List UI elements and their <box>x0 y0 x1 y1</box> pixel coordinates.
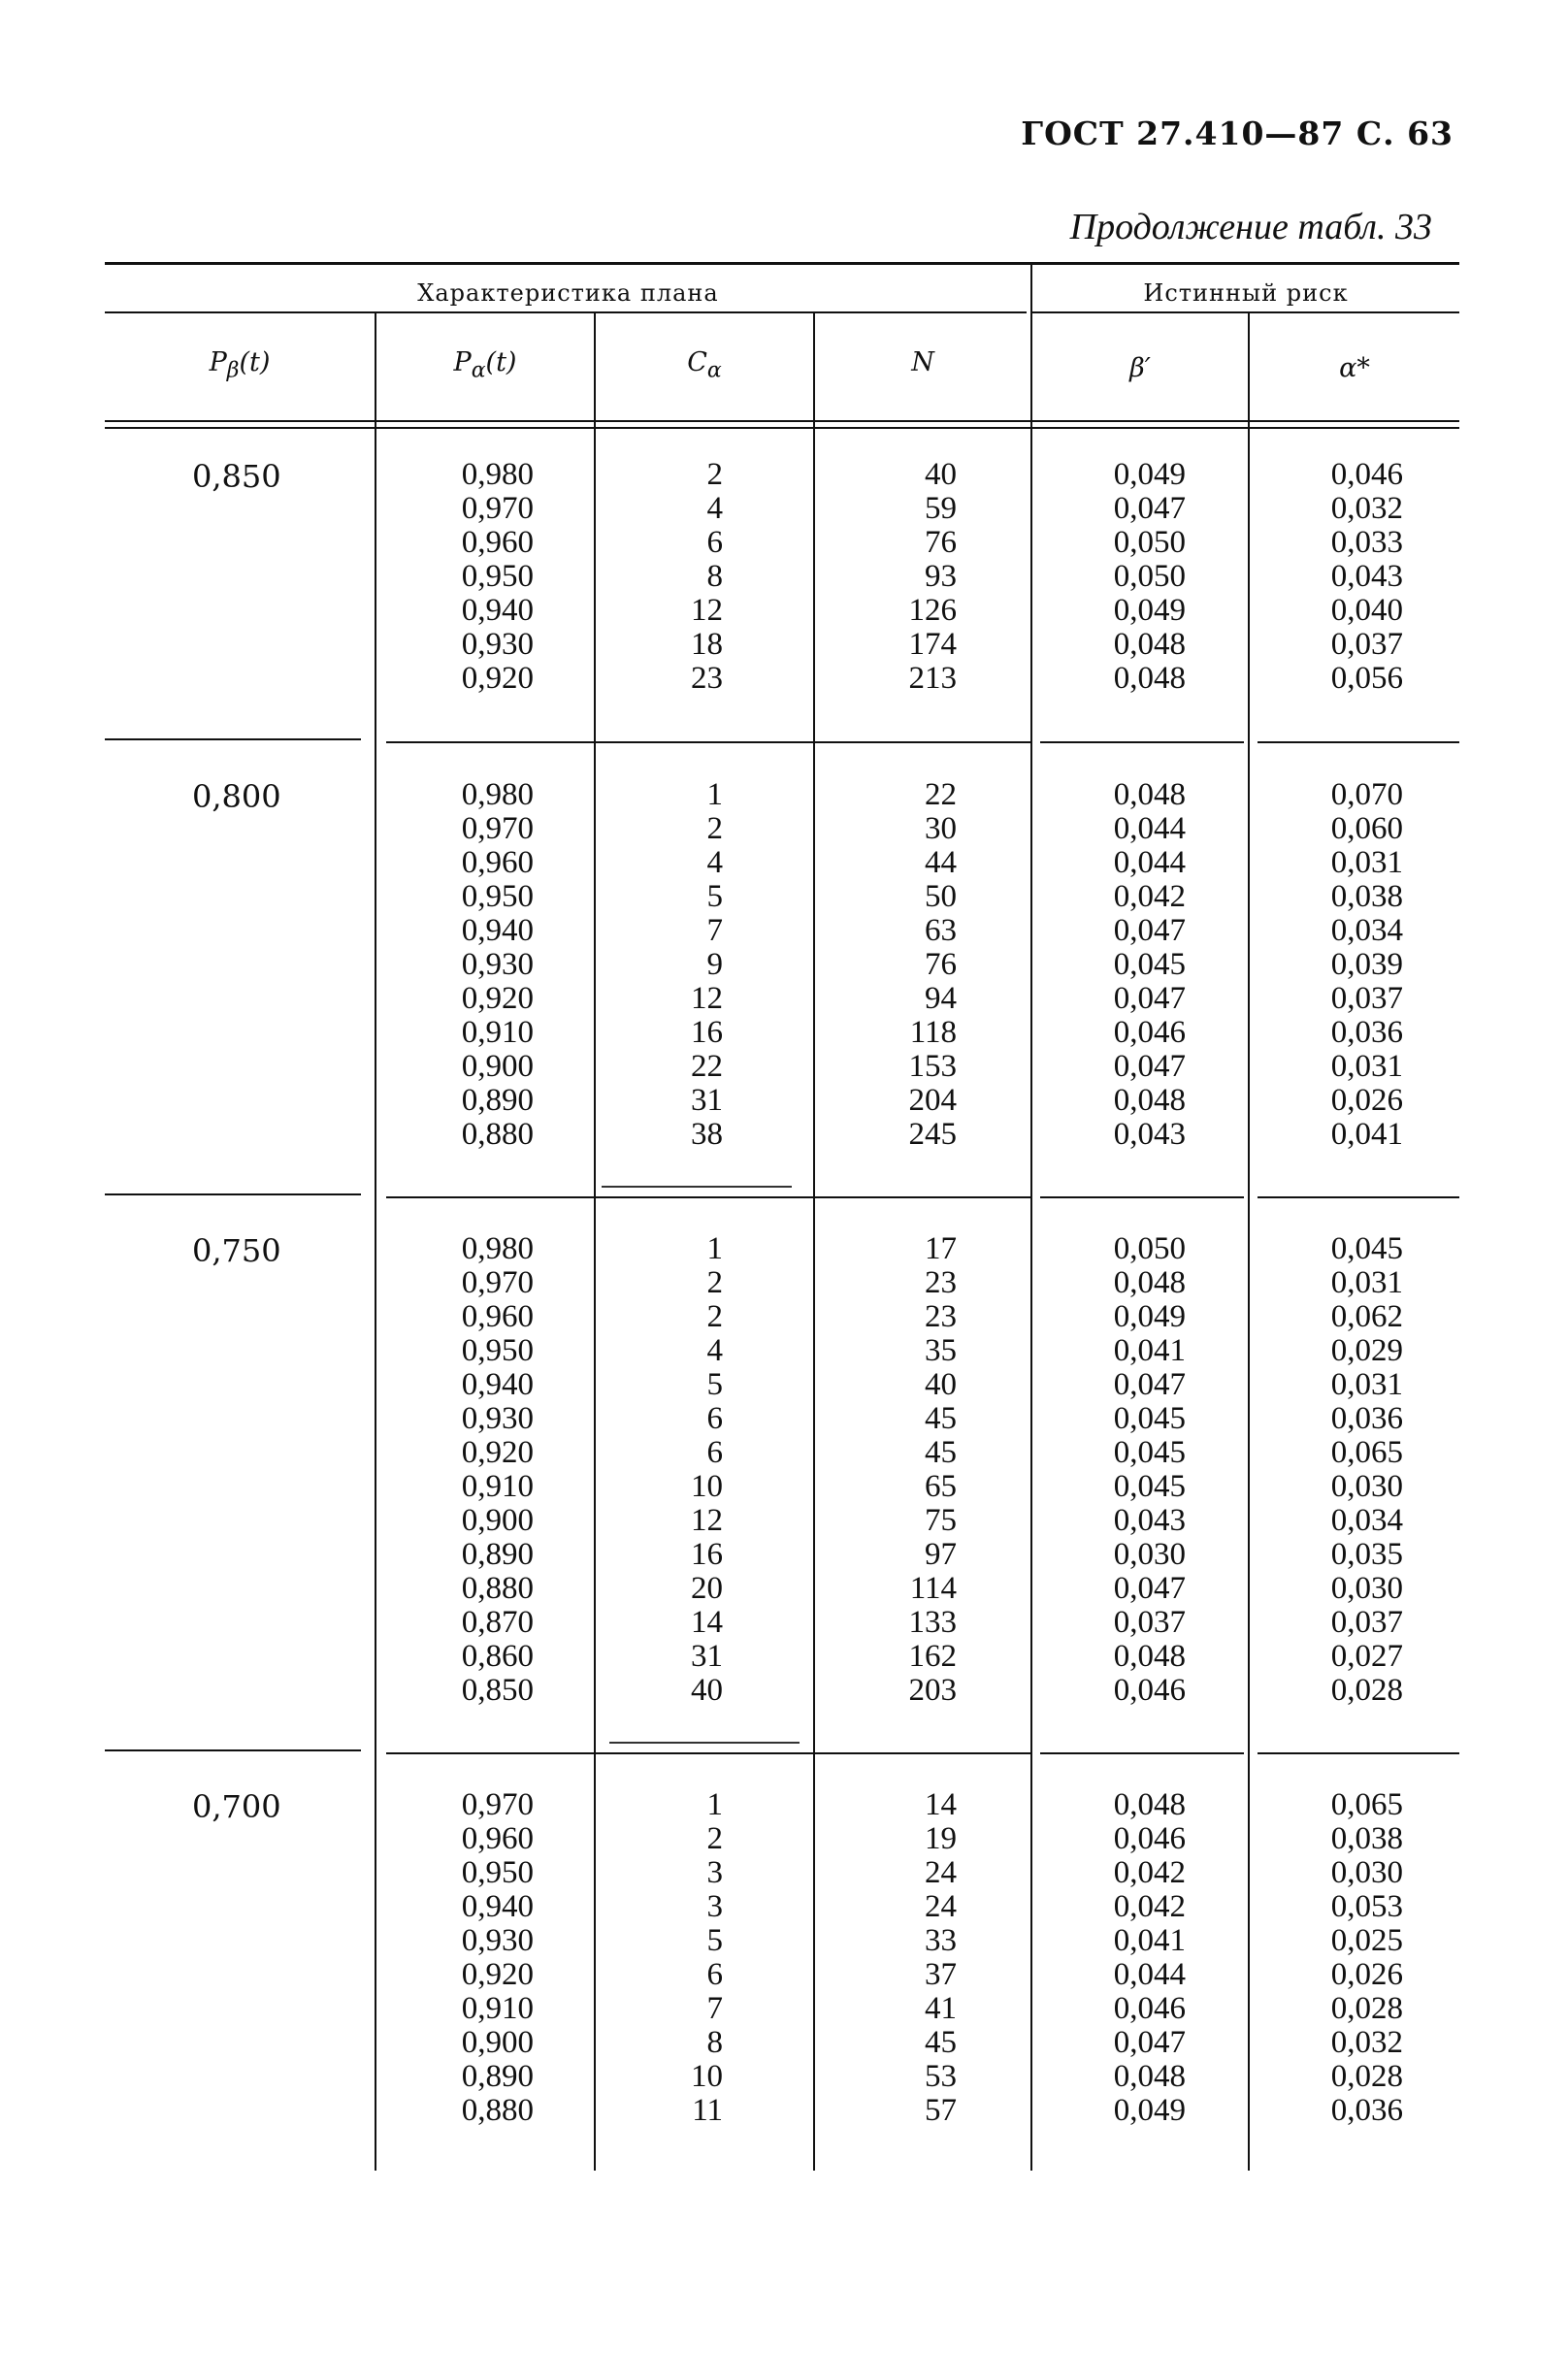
group-header-plan: Характеристика плана <box>417 279 719 307</box>
c-alpha-cell: 8 <box>706 559 723 594</box>
alpha-star-cell: 0,034 <box>1330 1503 1403 1538</box>
p-alpha-cell: 0,930 <box>461 1401 534 1436</box>
alpha-star-cell: 0,032 <box>1330 491 1403 526</box>
col-divider-2 <box>594 312 596 2171</box>
p-alpha-column <box>462 458 534 696</box>
group-separator-2b <box>386 1196 1030 1198</box>
p-alpha-cell: 0,910 <box>461 1991 534 2026</box>
n-cell: 14 <box>925 1787 957 1822</box>
p-alpha-column <box>462 778 534 1152</box>
c-alpha-cell: 10 <box>691 1469 723 1504</box>
alpha-star-cell: 0,037 <box>1330 1605 1403 1640</box>
group-separator-1 <box>105 738 361 740</box>
alpha-star-cell: 0,065 <box>1330 1787 1403 1822</box>
c-alpha-cell: 12 <box>691 593 723 628</box>
beta-prime-cell: 0,049 <box>1113 457 1186 492</box>
c-alpha-cell: 3 <box>706 1889 723 1924</box>
p-alpha-cell: 0,930 <box>461 1923 534 1958</box>
p-alpha-cell: 0,880 <box>461 1571 534 1606</box>
n-cell: 44 <box>925 845 957 880</box>
c-alpha-cell: 1 <box>706 1231 723 1266</box>
beta-prime-cell: 0,049 <box>1113 593 1186 628</box>
alpha-star-cell: 0,041 <box>1330 1117 1403 1152</box>
alpha-star-cell: 0,036 <box>1330 1015 1403 1050</box>
col-divider-5 <box>1248 312 1250 2171</box>
beta-prime-cell: 0,046 <box>1113 1015 1186 1050</box>
n-cell: 22 <box>925 777 957 812</box>
alpha-star-cell: 0,056 <box>1330 661 1403 696</box>
n-column <box>909 458 958 696</box>
table-continuation-caption: Продолжение табл. 33 <box>1069 207 1432 247</box>
beta-prime-cell: 0,049 <box>1113 2093 1186 2128</box>
c-alpha-cell: 6 <box>706 525 723 560</box>
p-alpha-cell: 0,920 <box>461 661 534 696</box>
p-alpha-cell: 0,970 <box>461 1787 534 1822</box>
beta-prime-cell: 0,048 <box>1113 1265 1186 1300</box>
p-alpha-cell: 0,920 <box>461 1435 534 1470</box>
c-alpha-cell: 12 <box>691 1503 723 1538</box>
n-cell: 63 <box>925 913 957 948</box>
alpha-star-cell: 0,036 <box>1330 2093 1403 2128</box>
p-alpha-cell: 0,940 <box>461 913 534 948</box>
risk-subheader-rule <box>1032 311 1459 313</box>
p-alpha-cell: 0,890 <box>461 1083 534 1118</box>
beta-prime-column <box>1114 778 1186 1152</box>
alpha-star-cell: 0,043 <box>1330 559 1403 594</box>
p-alpha-cell: 0,950 <box>461 559 534 594</box>
n-cell: 133 <box>908 1605 957 1640</box>
alpha-star-cell: 0,031 <box>1330 1265 1403 1300</box>
c-alpha-cell: 2 <box>706 811 723 846</box>
alpha-star-cell: 0,036 <box>1330 1401 1403 1436</box>
alpha-star-cell: 0,045 <box>1330 1231 1403 1266</box>
c-alpha-cell: 11 <box>692 2093 723 2128</box>
c-alpha-cell: 4 <box>706 491 723 526</box>
beta-prime-cell: 0,047 <box>1113 2025 1186 2060</box>
group-separator-2d <box>1258 1196 1459 1198</box>
p-alpha-cell: 0,860 <box>461 1639 534 1674</box>
p-alpha-cell: 0,970 <box>461 811 534 846</box>
alpha-star-cell: 0,028 <box>1330 1673 1403 1708</box>
header-bottom-rule-2 <box>105 427 1459 429</box>
c-alpha-cell: 9 <box>706 947 723 982</box>
col-header-c-alpha: $C_\alpha$ <box>687 347 722 383</box>
beta-prime-cell: 0,047 <box>1113 981 1186 1016</box>
col-header-p-alpha: $P_\alpha(t)$ <box>453 347 517 383</box>
alpha-star-cell: 0,038 <box>1330 1821 1403 1856</box>
alpha-star-column <box>1331 1788 1403 2128</box>
n-column <box>909 1232 958 1708</box>
p-alpha-cell: 0,910 <box>461 1469 534 1504</box>
p-beta-group-label: 0,800 <box>192 778 281 815</box>
n-cell: 30 <box>925 811 957 846</box>
alpha-star-cell: 0,030 <box>1330 1469 1403 1504</box>
c-alpha-cell: 16 <box>691 1537 723 1572</box>
alpha-star-column <box>1331 458 1403 696</box>
c-alpha-cell: 7 <box>706 913 723 948</box>
alpha-star-cell: 0,028 <box>1330 1991 1403 2026</box>
p-alpha-cell: 0,940 <box>461 1889 534 1924</box>
p-alpha-cell: 0,930 <box>461 947 534 982</box>
p-alpha-cell: 0,890 <box>461 2059 534 2094</box>
alpha-star-cell: 0,031 <box>1330 1367 1403 1402</box>
n-cell: 153 <box>908 1049 957 1084</box>
n-cell: 76 <box>925 947 957 982</box>
c-alpha-cell: 22 <box>691 1049 723 1084</box>
group-separator-2c <box>1040 1196 1244 1198</box>
p-alpha-cell: 0,980 <box>461 777 534 812</box>
beta-prime-cell: 0,042 <box>1113 879 1186 914</box>
p-alpha-cell: 0,870 <box>461 1605 534 1640</box>
n-cell: 23 <box>925 1265 957 1300</box>
alpha-star-cell: 0,029 <box>1330 1333 1403 1368</box>
beta-prime-cell: 0,046 <box>1113 1821 1186 1856</box>
beta-prime-column <box>1114 1788 1186 2128</box>
beta-prime-cell: 0,044 <box>1113 845 1186 880</box>
c-alpha-cell: 16 <box>691 1015 723 1050</box>
alpha-star-column <box>1331 778 1403 1152</box>
n-cell: 162 <box>908 1639 957 1674</box>
beta-prime-cell: 0,043 <box>1113 1117 1186 1152</box>
group-separator-3c <box>1040 1752 1244 1754</box>
n-cell: 57 <box>925 2093 957 2128</box>
p-alpha-cell: 0,900 <box>461 1503 534 1538</box>
p-alpha-cell: 0,880 <box>461 1117 534 1152</box>
beta-prime-cell: 0,050 <box>1113 525 1186 560</box>
p-alpha-cell: 0,960 <box>461 845 534 880</box>
n-cell: 118 <box>909 1015 957 1050</box>
c-alpha-cell: 38 <box>691 1117 723 1152</box>
n-cell: 24 <box>925 1855 957 1890</box>
n-column <box>909 778 958 1152</box>
col-header-beta-prime: β′ <box>1129 353 1151 383</box>
beta-prime-cell: 0,042 <box>1113 1855 1186 1890</box>
group-separator-3 <box>105 1749 361 1751</box>
n-cell: 40 <box>925 1367 957 1402</box>
beta-prime-cell: 0,048 <box>1113 627 1186 662</box>
c-alpha-cell: 4 <box>706 845 723 880</box>
c-alpha-cell: 10 <box>691 2059 723 2094</box>
beta-prime-cell: 0,044 <box>1113 811 1186 846</box>
alpha-star-cell: 0,027 <box>1330 1639 1403 1674</box>
n-cell: 114 <box>909 1571 957 1606</box>
n-cell: 126 <box>908 593 957 628</box>
beta-prime-cell: 0,041 <box>1113 1333 1186 1368</box>
p-alpha-cell: 0,940 <box>461 593 534 628</box>
beta-prime-cell: 0,043 <box>1113 1503 1186 1538</box>
c-alpha-cell: 12 <box>691 981 723 1016</box>
beta-prime-cell: 0,048 <box>1113 2059 1186 2094</box>
c-alpha-cell: 40 <box>691 1673 723 1708</box>
c-alpha-column <box>691 778 723 1152</box>
alpha-star-cell: 0,065 <box>1330 1435 1403 1470</box>
beta-prime-cell: 0,046 <box>1113 1673 1186 1708</box>
p-alpha-cell: 0,980 <box>461 1231 534 1266</box>
beta-prime-cell: 0,030 <box>1113 1537 1186 1572</box>
page-header: ГОСТ 27.410—87 С. 63 <box>1021 114 1454 152</box>
n-cell: 94 <box>925 981 957 1016</box>
p-alpha-column <box>462 1232 534 1708</box>
p-alpha-cell: 0,910 <box>461 1015 534 1050</box>
alpha-star-cell: 0,028 <box>1330 2059 1403 2094</box>
beta-prime-cell: 0,047 <box>1113 1571 1186 1606</box>
c-alpha-cell: 2 <box>706 1265 723 1300</box>
col-divider-4 <box>1030 264 1032 2171</box>
p-alpha-column <box>462 1788 534 2128</box>
c-alpha-cell: 8 <box>706 2025 723 2060</box>
p-alpha-cell: 0,950 <box>461 1333 534 1368</box>
alpha-star-cell: 0,037 <box>1330 981 1403 1016</box>
n-cell: 213 <box>908 661 957 696</box>
n-cell: 50 <box>925 879 957 914</box>
c-alpha-cell: 18 <box>691 627 723 662</box>
p-alpha-cell: 0,890 <box>461 1537 534 1572</box>
n-cell: 53 <box>925 2059 957 2094</box>
c-alpha-cell: 6 <box>706 1401 723 1436</box>
faint-rule-3 <box>609 1742 800 1744</box>
n-cell: 17 <box>925 1231 957 1266</box>
beta-prime-cell: 0,050 <box>1113 1231 1186 1266</box>
n-cell: 65 <box>925 1469 957 1504</box>
c-alpha-cell: 31 <box>691 1083 723 1118</box>
alpha-star-cell: 0,070 <box>1330 777 1403 812</box>
beta-prime-cell: 0,047 <box>1113 1367 1186 1402</box>
alpha-star-cell: 0,025 <box>1330 1923 1403 1958</box>
group-separator-1d <box>1258 741 1459 743</box>
n-cell: 97 <box>925 1537 957 1572</box>
beta-prime-cell: 0,037 <box>1113 1605 1186 1640</box>
p-alpha-cell: 0,950 <box>461 1855 534 1890</box>
p-alpha-cell: 0,920 <box>461 1957 534 1992</box>
beta-prime-cell: 0,045 <box>1113 1401 1186 1436</box>
c-alpha-cell: 5 <box>706 1367 723 1402</box>
c-alpha-cell: 7 <box>706 1991 723 2026</box>
alpha-star-cell: 0,030 <box>1330 1571 1403 1606</box>
n-cell: 40 <box>925 457 957 492</box>
p-alpha-cell: 0,920 <box>461 981 534 1016</box>
table-top-rule <box>105 262 1459 265</box>
n-cell: 203 <box>908 1673 957 1708</box>
p-alpha-cell: 0,980 <box>461 457 534 492</box>
beta-prime-column <box>1114 458 1186 696</box>
n-cell: 174 <box>908 627 957 662</box>
c-alpha-cell: 1 <box>706 1787 723 1822</box>
n-cell: 33 <box>925 1923 957 1958</box>
p-alpha-cell: 0,930 <box>461 627 534 662</box>
n-column <box>925 1788 957 2128</box>
beta-prime-cell: 0,048 <box>1113 661 1186 696</box>
c-alpha-cell: 2 <box>706 1299 723 1334</box>
n-cell: 204 <box>908 1083 957 1118</box>
p-alpha-cell: 0,940 <box>461 1367 534 1402</box>
n-cell: 45 <box>925 1435 957 1470</box>
n-cell: 75 <box>925 1503 957 1538</box>
n-cell: 24 <box>925 1889 957 1924</box>
beta-prime-cell: 0,044 <box>1113 1957 1186 1992</box>
alpha-star-cell: 0,032 <box>1330 2025 1403 2060</box>
beta-prime-cell: 0,046 <box>1113 1991 1186 2026</box>
beta-prime-cell: 0,047 <box>1113 491 1186 526</box>
alpha-star-cell: 0,026 <box>1330 1957 1403 1992</box>
group-separator-1b <box>386 741 1030 743</box>
n-cell: 45 <box>925 1401 957 1436</box>
col-header-p-beta: $P_\beta(t)$ <box>209 347 271 383</box>
alpha-star-cell: 0,033 <box>1330 525 1403 560</box>
header-bottom-rule-1 <box>105 420 1459 422</box>
beta-prime-cell: 0,048 <box>1113 1083 1186 1118</box>
p-alpha-cell: 0,880 <box>461 2093 534 2128</box>
beta-prime-cell: 0,048 <box>1113 777 1186 812</box>
alpha-star-cell: 0,031 <box>1330 845 1403 880</box>
beta-prime-cell: 0,048 <box>1113 1787 1186 1822</box>
p-beta-group-label: 0,700 <box>192 1788 281 1825</box>
n-cell: 19 <box>925 1821 957 1856</box>
n-cell: 59 <box>925 491 957 526</box>
alpha-star-cell: 0,031 <box>1330 1049 1403 1084</box>
col-header-alpha-star: α* <box>1339 353 1370 383</box>
alpha-star-cell: 0,034 <box>1330 913 1403 948</box>
p-alpha-cell: 0,970 <box>461 491 534 526</box>
alpha-star-cell: 0,030 <box>1330 1855 1403 1890</box>
p-alpha-cell: 0,950 <box>461 879 534 914</box>
c-alpha-column <box>691 1232 723 1708</box>
c-alpha-cell: 5 <box>706 1923 723 1958</box>
alpha-star-cell: 0,053 <box>1330 1889 1403 1924</box>
beta-prime-cell: 0,045 <box>1113 1435 1186 1470</box>
col-divider-3 <box>813 312 815 2171</box>
p-alpha-cell: 0,960 <box>461 525 534 560</box>
group-separator-3d <box>1258 1752 1459 1754</box>
p-beta-group-label: 0,750 <box>192 1232 281 1269</box>
alpha-star-cell: 0,026 <box>1330 1083 1403 1118</box>
beta-prime-cell: 0,049 <box>1113 1299 1186 1334</box>
c-alpha-cell: 2 <box>706 457 723 492</box>
p-alpha-cell: 0,970 <box>461 1265 534 1300</box>
beta-prime-column <box>1114 1232 1186 1708</box>
c-alpha-cell: 31 <box>691 1639 723 1674</box>
p-alpha-cell: 0,960 <box>461 1299 534 1334</box>
c-alpha-cell: 20 <box>691 1571 723 1606</box>
c-alpha-cell: 6 <box>706 1957 723 1992</box>
n-cell: 93 <box>925 559 957 594</box>
beta-prime-cell: 0,045 <box>1113 1469 1186 1504</box>
c-alpha-cell: 2 <box>706 1821 723 1856</box>
n-cell: 76 <box>925 525 957 560</box>
beta-prime-cell: 0,041 <box>1113 1923 1186 1958</box>
alpha-star-cell: 0,040 <box>1330 593 1403 628</box>
alpha-star-cell: 0,038 <box>1330 879 1403 914</box>
c-alpha-column <box>691 1788 723 2128</box>
p-beta-group-label: 0,850 <box>192 458 281 495</box>
alpha-star-cell: 0,062 <box>1330 1299 1403 1334</box>
alpha-star-cell: 0,037 <box>1330 627 1403 662</box>
n-cell: 35 <box>925 1333 957 1368</box>
alpha-star-cell: 0,039 <box>1330 947 1403 982</box>
n-cell: 245 <box>908 1117 957 1152</box>
p-alpha-cell: 0,900 <box>461 1049 534 1084</box>
alpha-star-cell: 0,035 <box>1330 1537 1403 1572</box>
c-alpha-cell: 3 <box>706 1855 723 1890</box>
c-alpha-cell: 6 <box>706 1435 723 1470</box>
group-separator-2 <box>105 1193 361 1195</box>
alpha-star-cell: 0,060 <box>1330 811 1403 846</box>
p-alpha-cell: 0,850 <box>461 1673 534 1708</box>
c-alpha-column <box>691 458 723 696</box>
p-alpha-cell: 0,900 <box>461 2025 534 2060</box>
c-alpha-cell: 4 <box>706 1333 723 1368</box>
group-separator-1c <box>1040 741 1244 743</box>
n-cell: 37 <box>925 1957 957 1992</box>
col-header-n: N <box>911 347 934 377</box>
beta-prime-cell: 0,048 <box>1113 1639 1186 1674</box>
plan-subheader-rule <box>105 311 1027 313</box>
n-cell: 45 <box>925 2025 957 2060</box>
c-alpha-cell: 1 <box>706 777 723 812</box>
p-alpha-cell: 0,960 <box>461 1821 534 1856</box>
alpha-star-column <box>1331 1232 1403 1708</box>
beta-prime-cell: 0,045 <box>1113 947 1186 982</box>
beta-prime-cell: 0,047 <box>1113 1049 1186 1084</box>
c-alpha-cell: 5 <box>706 879 723 914</box>
c-alpha-cell: 23 <box>691 661 723 696</box>
n-cell: 23 <box>925 1299 957 1334</box>
alpha-star-cell: 0,046 <box>1330 457 1403 492</box>
col-divider-1 <box>375 312 376 2171</box>
beta-prime-cell: 0,042 <box>1113 1889 1186 1924</box>
group-separator-3b <box>386 1752 1030 1754</box>
faint-rule-2 <box>602 1186 792 1188</box>
c-alpha-cell: 14 <box>691 1605 723 1640</box>
group-header-risk: Истинный риск <box>1143 279 1349 307</box>
n-cell: 41 <box>925 1991 957 2026</box>
beta-prime-cell: 0,050 <box>1113 559 1186 594</box>
beta-prime-cell: 0,047 <box>1113 913 1186 948</box>
